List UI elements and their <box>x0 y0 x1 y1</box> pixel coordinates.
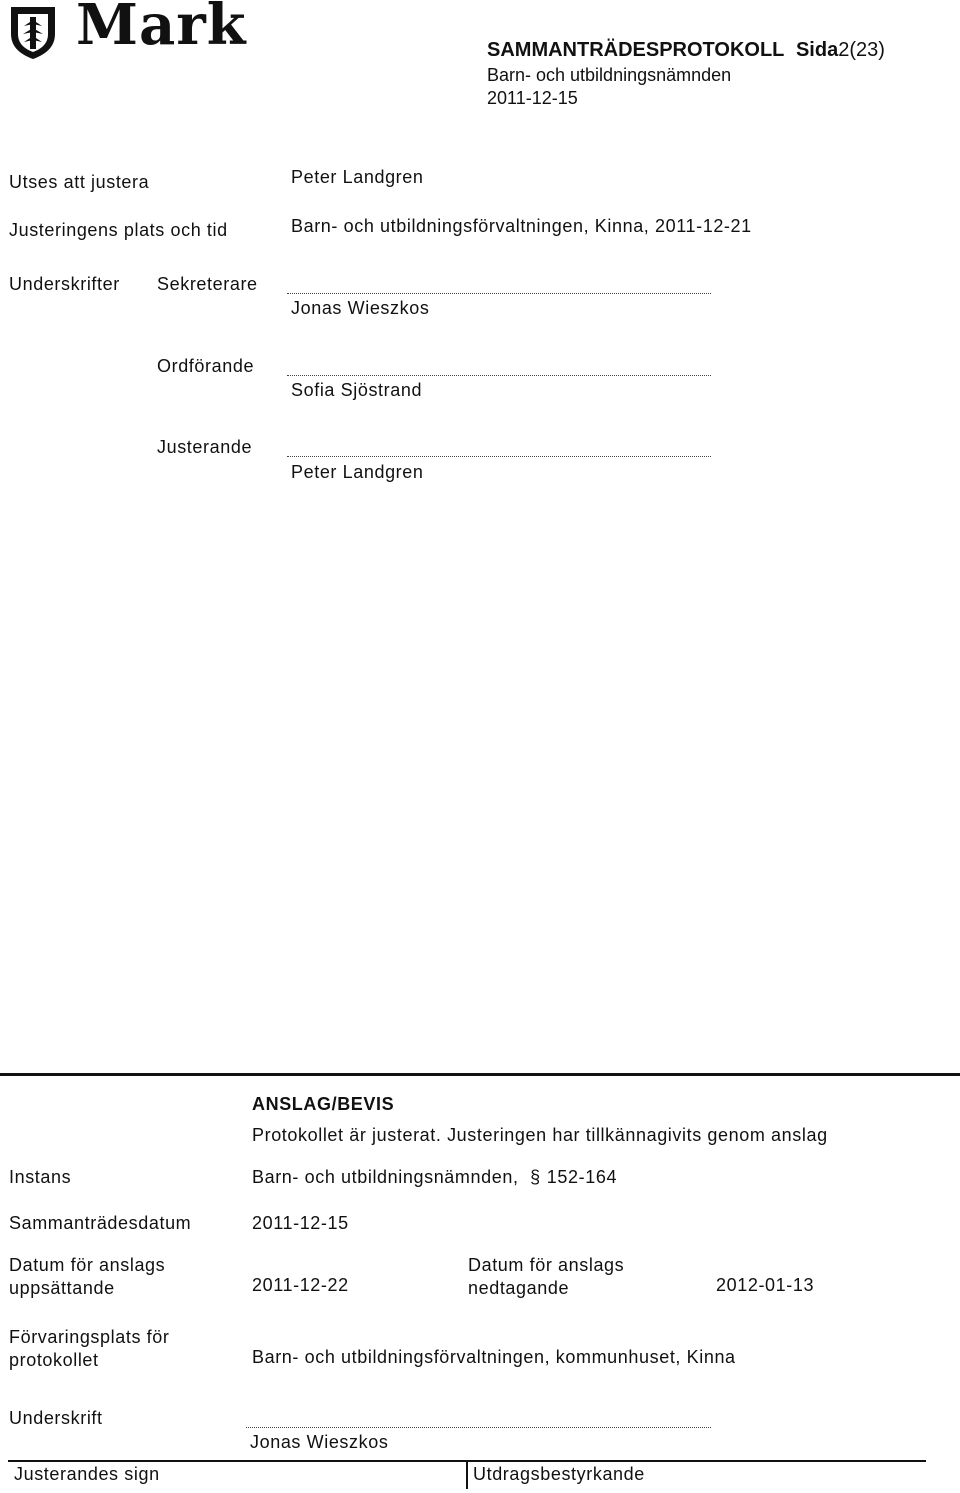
instans-body: Barn- och utbildningsnämnden, <box>252 1167 519 1187</box>
forvaringsplats-label-line2: protokollet <box>9 1350 99 1370</box>
sammantradesdatum-value: 2011-12-15 <box>252 1213 349 1233</box>
underskrift-name: Jonas Wieszkos <box>250 1432 389 1452</box>
instans-range: 152-164 <box>546 1167 618 1187</box>
name-sekreterare: Jonas Wieszkos <box>291 298 430 318</box>
anslag-statement: Protokollet är justerat. Justeringen har tillkännagivits genom anslag <box>252 1125 828 1145</box>
logo-text: Mark <box>76 0 247 58</box>
uppsattande-label-line1: Datum för anslags <box>9 1255 166 1275</box>
nedtagande-label-line1: Datum för anslags <box>468 1255 625 1275</box>
header-body: Barn- och utbildningsnämnden <box>487 65 732 85</box>
utses-label: Utses att justera <box>9 172 150 192</box>
instans-label: Instans <box>9 1167 72 1187</box>
footer-divider <box>466 1461 468 1489</box>
plats-value: Barn- och utbildningsförvaltningen, Kinna, 2011-12-21 <box>291 216 752 236</box>
underskrifter-label: Underskrifter <box>9 274 120 294</box>
page-number: 2(23) <box>838 39 885 61</box>
signature-line-sekreterare <box>287 293 711 294</box>
paragraph-sign: § <box>530 1167 541 1187</box>
footer-justerandes-sign: Justerandes sign <box>14 1464 160 1484</box>
plats-label: Justeringens plats och tid <box>9 220 228 240</box>
role-sekreterare: Sekreterare <box>157 274 258 294</box>
role-justerande: Justerande <box>157 437 253 457</box>
protocol-title: SAMMANTRÄDESPROTOKOLL <box>487 39 785 61</box>
section-divider <box>0 1073 960 1076</box>
sammantradesdatum-label: Sammanträdesdatum <box>9 1213 192 1233</box>
forvaringsplats-value: Barn- och utbildningsförvaltningen, kommunhuset, Kinna <box>252 1347 736 1367</box>
signature-line-ordforande <box>287 375 711 376</box>
page-label: Sida <box>795 39 839 61</box>
name-ordforande: Sofia Sjöstrand <box>291 380 423 400</box>
uppsattande-value: 2011-12-22 <box>252 1275 349 1295</box>
anslag-heading: ANSLAG/BEVIS <box>252 1094 395 1114</box>
signature-line-underskrift <box>246 1427 711 1428</box>
instans-value <box>252 1167 617 1188</box>
name-justerande: Peter Landgren <box>291 462 424 482</box>
nedtagande-value: 2012-01-13 <box>716 1275 815 1295</box>
footer-utdragsbestyrkande: Utdragsbestyrkande <box>473 1464 645 1484</box>
role-ordforande: Ordförande <box>157 356 255 376</box>
nedtagande-label-line2: nedtagande <box>468 1278 570 1298</box>
signature-line-justerande <box>287 456 711 457</box>
municipal-shield-icon <box>8 4 58 60</box>
forvaringsplats-label-line1: Förvaringsplats för <box>9 1327 170 1347</box>
uppsattande-label-line2: uppsättande <box>9 1278 115 1298</box>
utses-value: Peter Landgren <box>291 167 424 187</box>
document-header-title <box>487 39 885 62</box>
underskrift-label: Underskrift <box>9 1408 103 1428</box>
header-date: 2011-12-15 <box>487 88 578 108</box>
